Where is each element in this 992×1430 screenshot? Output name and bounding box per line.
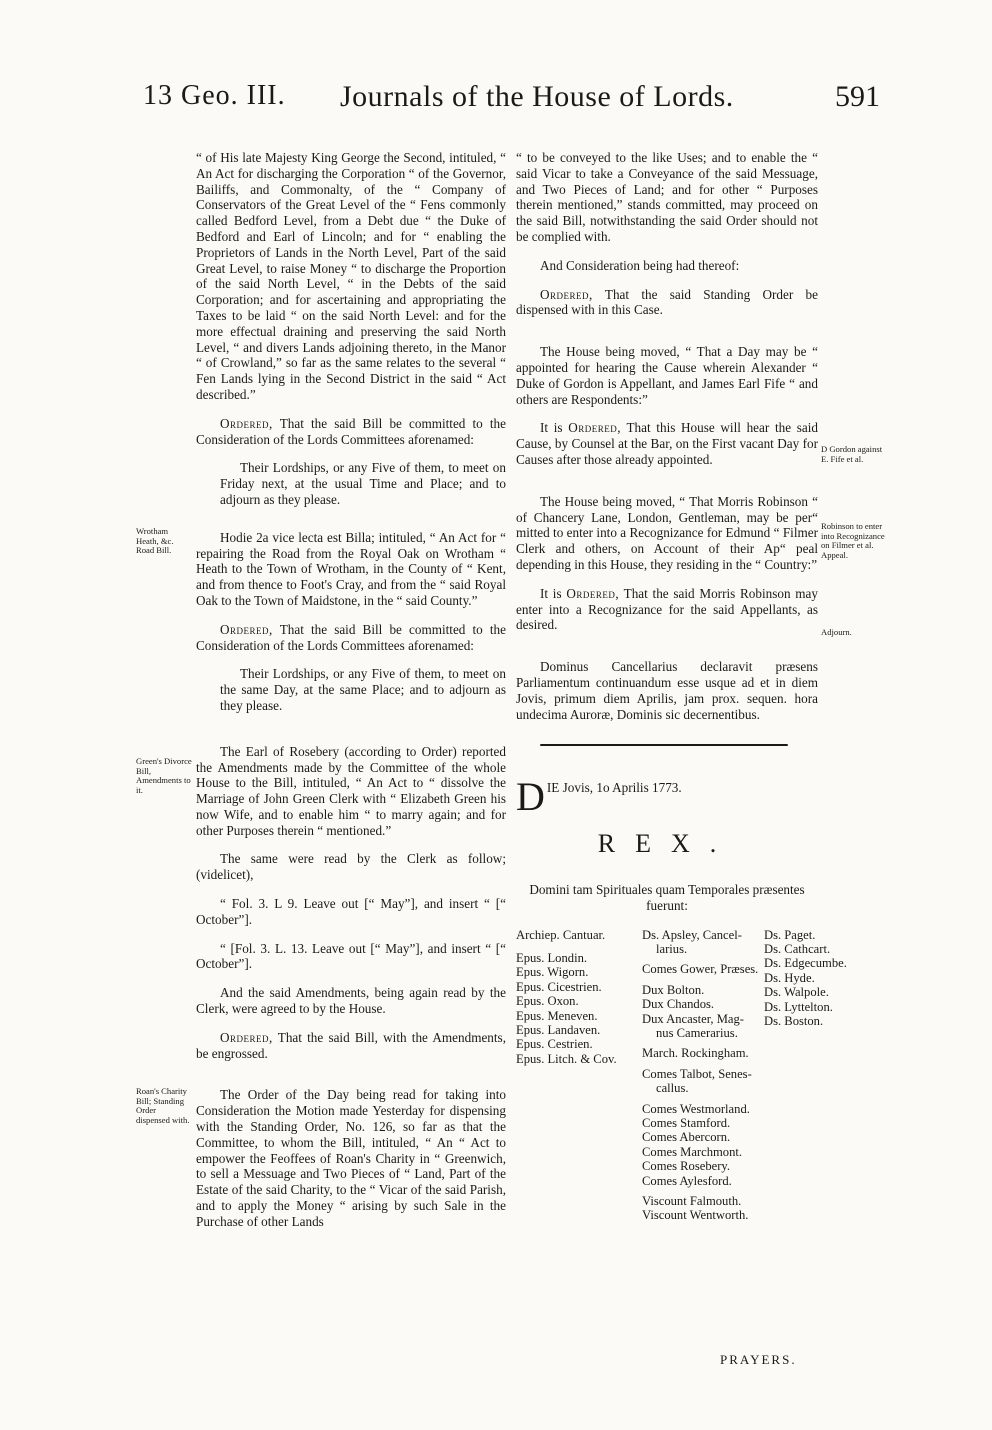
order-paragraph (516, 287, 818, 319)
lord-entry: Epus. Litch. & Cov. (516, 1051, 617, 1066)
paragraph: And Consideration being had thereof: (540, 257, 740, 273)
ordered-label: Ordered, (220, 1029, 273, 1045)
page-number: 591 (835, 80, 880, 113)
lord-entry: Epus. Cestrien. (516, 1037, 593, 1052)
lord-entry: Comes Abercorn. (642, 1130, 731, 1145)
date-text: IE Jovis, 1o Aprilis 1773. (546, 780, 682, 796)
lords-column-barons (764, 928, 854, 1029)
amendment: “ [Fol. 3. L. 13. Leave out [“ May”], and insert “ [“ October”]. (196, 940, 506, 972)
order-text: That this House will hear the said Cause, by Counsel at the Bar, on the First vacant Day for Causes after those already appointed. (516, 420, 818, 467)
lord-entry-gap (516, 942, 636, 951)
lord-entry: nus Camerarius. (656, 1025, 738, 1040)
committee-instruction: Their Lordships, or any Five of them, to meet on the same Day, at the same Place; and to adjourn as they please. (220, 666, 506, 713)
lord-entry: Ds. Edgecumbe. (764, 956, 847, 971)
paragraph: The Earl of Rosebery (according to Order) reported the Amendments made by the Committee of the whole House to the Bill, intituled, “ An Act to “ dissolve the Marriage of John Green Clerk with “ Elizabeth Green his now Wife, and to enable him “ to marry again; and for other Purposes therein “ mentioned.” (196, 743, 506, 838)
lord-entry: Epus. Cicestrien. (516, 979, 602, 994)
lord-entry: Viscount Falmouth. (642, 1194, 742, 1208)
lords-column-spiritual (516, 928, 636, 1067)
order-text: That the said Bill be committed to the Consideration of the Lords Committees aforenamed: (196, 415, 506, 447)
ordered-label: Ordered, (220, 415, 273, 431)
margin-note-robinson: Robinson to enter into Recognizance on Filmer et al. Appeal. (821, 521, 885, 560)
margin-note-adjourn: Adjourn. (821, 627, 852, 637)
lord-entry: March. Rockingham. (642, 1046, 749, 1061)
order-paragraph (516, 420, 818, 467)
margin-note-roan: Roan's Charity Bill; Standing Order dispensed with. (136, 1086, 190, 1125)
lord-entry: Ds. Walpole. (764, 985, 829, 1000)
lord-entry: larius. (656, 941, 688, 956)
lord-entry: Viscount Wentworth. (642, 1208, 749, 1223)
lord-entry: Archiep. Cantuar. (516, 927, 606, 942)
order-text: That the said Standing Order be dispensed with in this Case. (516, 286, 818, 318)
ordered-label: Ordered, (568, 420, 622, 436)
order-paragraph (196, 622, 506, 654)
ordered-label: Ordered, (566, 585, 620, 601)
amendment: “ Fol. 3. L 9. Leave out [“ May”], and insert “ [“ October”]. (196, 896, 506, 927)
lord-entry: Ds. Apsley, Cancel- (642, 927, 742, 942)
lords-column-temporal (642, 928, 760, 1223)
catchword: PRAYERS. (720, 1352, 797, 1367)
regnal-year: 13 Geo. III. (143, 80, 286, 111)
lord-entry: Comes Talbot, Senes- (642, 1066, 752, 1081)
margin-note-gordon: D Gordon against E. Fife et al. (821, 444, 883, 464)
section-divider (540, 744, 788, 746)
rex-heading: REX. (597, 829, 737, 859)
order-text: That the said Morris Robinson may enter into a Recognizance for the said Appellants, as desired. (516, 585, 818, 633)
lord-entry: Epus. Meneven. (516, 1008, 598, 1023)
lord-entry: Ds. Paget. (764, 927, 816, 942)
lord-entry: Epus. Londin. (516, 950, 588, 965)
order-paragraph (196, 1030, 506, 1062)
committee-instruction: Their Lordships, or any Five of them, to meet on Friday next, at the usual Time and Place; and to adjourn as they please. (220, 460, 506, 507)
it-is: It is (540, 585, 567, 601)
paragraph: And the said Amendments, being again read by the Clerk, were agreed to by the House. (196, 985, 506, 1017)
lord-entry: Epus. Wigorn. (516, 965, 589, 980)
ordered-label: Ordered, (540, 286, 593, 302)
paragraph: The Order of the Day being read for taking into Consideration the Motion made Yesterday for dispensing with the Standing Order, No. 126, so far as that the Committee, to whom the Bill, intituled, “ An “ Act to empower the Feoffees of Roan's Charity in “ Greenwich, to sell a Messuage and Two Pieces of “ Land, Part of the Estate of the said Charity, to the “ Vicar of the said Parish, and to apply the Money “ arising by such Sale in the Purchase of other Lands (196, 1087, 506, 1229)
adjournment: Dominus Cancellarius declaravit præsens Parliamentum continuandum esse usque ad et in diem Jovis, primum diem Aprilis, jam prox. sequen. hora undecima Auroræ, Dominis sic decernentibus. (516, 659, 818, 722)
lord-entry: Comes Westmorland. (642, 1101, 750, 1116)
lord-entry: Ds. Boston. (764, 1013, 824, 1028)
lord-entry: Comes Aylesford. (642, 1173, 732, 1188)
lord-entry: Comes Marchmont. (642, 1144, 743, 1159)
paragraph: The House being moved, “ That Morris Robinson “ of Chancery Lane, London, Gentleman, may be per“ mitted to enter into a Recognizance for Edmund “ Filmer Clerk and others, on Account of their Ap“ peal depending in this House, they residing in the “ Country:” (516, 493, 818, 572)
left-column (196, 150, 506, 1243)
order-text: That the said Bill, with the Amendments, be engrossed. (196, 1029, 506, 1061)
page-title: Journals of the House of Lords. (340, 80, 734, 113)
attendance-heading: Domini tam Spirituales quam Temporales præsentes fuerunt: (529, 881, 805, 913)
lord-entry: Dux Bolton. (642, 982, 705, 997)
lord-entry: Dux Ancaster, Mag- (642, 1011, 744, 1026)
margin-note-wrotham: Wrotham Heath, &c. Road Bill. (136, 526, 174, 556)
drop-capital: D (516, 774, 545, 820)
lord-entry: Comes Rosebery. (642, 1159, 731, 1174)
lord-entry: Comes Gower, Præses. (642, 962, 759, 977)
paragraph: Hodie 2a vice lecta est Billa; intituled, “ An Act for “ repairing the Road from the Royal Oak on Wrotham “ Heath to the Town of Wrotham, in the County of “ Kent, and from thence to Foot's Cray, and from the “ said Royal Oak to the Town of Maidstone, in the “ said County.” (196, 529, 506, 608)
lord-entry: Epus. Oxon. (516, 994, 579, 1009)
lord-entry: Ds. Lyttelton. (764, 999, 833, 1014)
it-is: It is (540, 420, 569, 436)
lord-entry: callus. (656, 1081, 689, 1096)
order-text: That the said Bill be committed to the Consideration of the Lords Committees aforenamed: (196, 621, 506, 653)
ordered-label: Ordered, (220, 621, 273, 637)
lord-entry: Epus. Landaven. (516, 1022, 601, 1037)
margin-note-green: Green's Divorce Bill, Amendments to it. (136, 756, 192, 795)
lord-entry: Comes Stamford. (642, 1115, 731, 1130)
paragraph: The House being moved, “ That a Day may be “ appointed for hearing the Cause wherein Alexander “ Duke of Gordon is Appellant, and James Earl Fife “ and others are Respondents:” (516, 344, 818, 407)
lord-entry: Ds. Hyde. (764, 970, 815, 985)
lord-entry: Ds. Cathcart. (764, 941, 831, 956)
sitting-date (516, 774, 818, 820)
paragraph: “ of His late Majesty King George the Second, intituled, “ An Act for discharging the Corporation “ of the Governor, Bailiffs, and Commonalty, of the “ Company of Conservators of the Great Level of the “ Fens commonly called Bedford Level, from a Debt due “ the Duke of Bedford and Earl of Lincoln; and for “ enabling the Proprietors of Lands in the North Level, Part of the said Great Level, to raise Money “ to discharge the Proportion of the said North Level, “ in the Debts of the said Corporation; and for ascertaining and appropriating the Taxes to be laid “ on the said North Level: and for the more effectual draining and preserving the said North Level, “ and divers Lands adjoining thereto, in the Manor “ of Crowland,” so far as the same relates to the several “ Fen Lands lying in the Second District in the said “ Act described.” (196, 150, 506, 402)
order-paragraph (196, 416, 506, 448)
paragraph: “ to be conveyed to the like Uses; and to enable the “ said Vicar to take a Conveyance of the said Messuage, and Two Pieces of Land; and for other “ Purposes therein mentioned,” stands committed, may proceed on the said Bill, notwithstanding the said Order should not be complied with. (516, 150, 818, 244)
paragraph: The same were read by the Clerk as follow; (videlicet), (196, 851, 506, 883)
lord-entry: Dux Chandos. (642, 997, 715, 1012)
order-paragraph (516, 586, 818, 633)
